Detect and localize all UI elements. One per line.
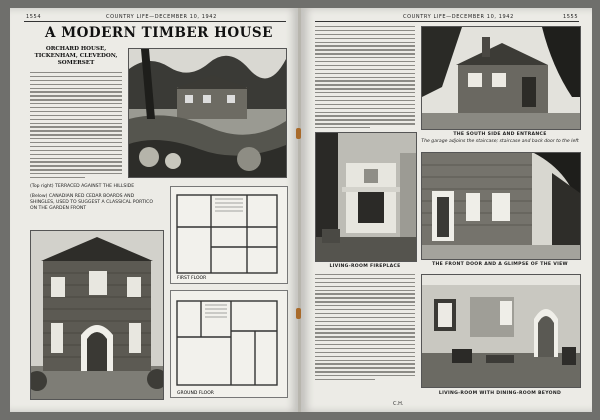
running-header-left: COUNTRY LIFE—DECEMBER 10, 1942	[106, 14, 217, 20]
article-subtitle	[30, 46, 122, 67]
caption-living-title: LIVING-ROOM WITH DINING-ROOM BEYOND	[438, 391, 562, 396]
plan-label-ground: GROUND FLOOR	[177, 391, 214, 396]
photo-front-door	[421, 152, 581, 260]
caption-fireplace	[315, 264, 415, 270]
photo-terraced-hillside	[128, 48, 287, 178]
caption-living-room	[421, 391, 579, 397]
photo-front-door-image	[422, 153, 580, 259]
header-rule	[24, 21, 286, 22]
header-rule-right	[315, 21, 579, 22]
caption-cedar: (Below) CANADIAN RED CEDAR BOARDS AND SHINGLES, USED TO SUGGEST A CLASSICAL PORTICO ON THE GARDEN FRONT	[30, 194, 153, 211]
photo-living-room-image	[422, 275, 580, 387]
photo-fireplace	[315, 132, 417, 262]
caption-front-door-title: THE FRONT DOOR AND A GLIMPSE OF THE VIEW	[432, 262, 568, 267]
photo-south-side-image	[422, 27, 580, 129]
photo-south-side	[421, 26, 581, 130]
caption-south-side	[421, 132, 579, 138]
photo-cedar-portico	[30, 230, 164, 400]
caption-south-subtitle: The garage adjoins the staircase; staircase and back door to the left	[421, 139, 579, 144]
page-number-right: 1555	[563, 14, 579, 20]
first-floor-plan-drawing	[171, 187, 287, 283]
first-floor-plan	[170, 186, 288, 284]
subtitle-line: TICKENHAM, CLEVEDON,	[34, 53, 118, 59]
subtitle-line: ORCHARD HOUSE,	[45, 46, 107, 52]
caption-south-title: THE SOUTH SIDE AND ENTRANCE	[453, 132, 547, 137]
ground-floor-plan	[170, 290, 288, 398]
page-number-left: 1554	[26, 14, 42, 20]
photo-terraced-hillside-image	[129, 49, 286, 177]
right-page	[301, 8, 592, 412]
ground-floor-plan-drawing	[171, 291, 287, 397]
plan-label-first: FIRST FLOOR	[177, 276, 207, 281]
magazine-spread	[10, 8, 592, 412]
left-page	[10, 8, 299, 412]
footnote-initials: C.H.	[393, 401, 404, 407]
photo-fireplace-image	[316, 133, 416, 261]
body-text-column-right-bottom	[315, 274, 415, 383]
caption-front-door	[421, 262, 579, 268]
caption-terraced: (Top right) TERRACED AGAINST THE HILLSIDE	[30, 184, 135, 189]
caption-fireplace-title: LIVING-ROOM FIREPLACE	[329, 264, 401, 269]
photo-cedar-portico-image	[31, 231, 163, 399]
body-text-column-right-top	[315, 26, 415, 131]
body-text-column	[30, 72, 122, 181]
running-header-right: COUNTRY LIFE—DECEMBER 10, 1942	[403, 14, 514, 20]
article-title: A MODERN TIMBER HOUSE	[45, 25, 273, 41]
subtitle-line: SOMERSET	[57, 60, 95, 66]
photo-living-room	[421, 274, 581, 388]
